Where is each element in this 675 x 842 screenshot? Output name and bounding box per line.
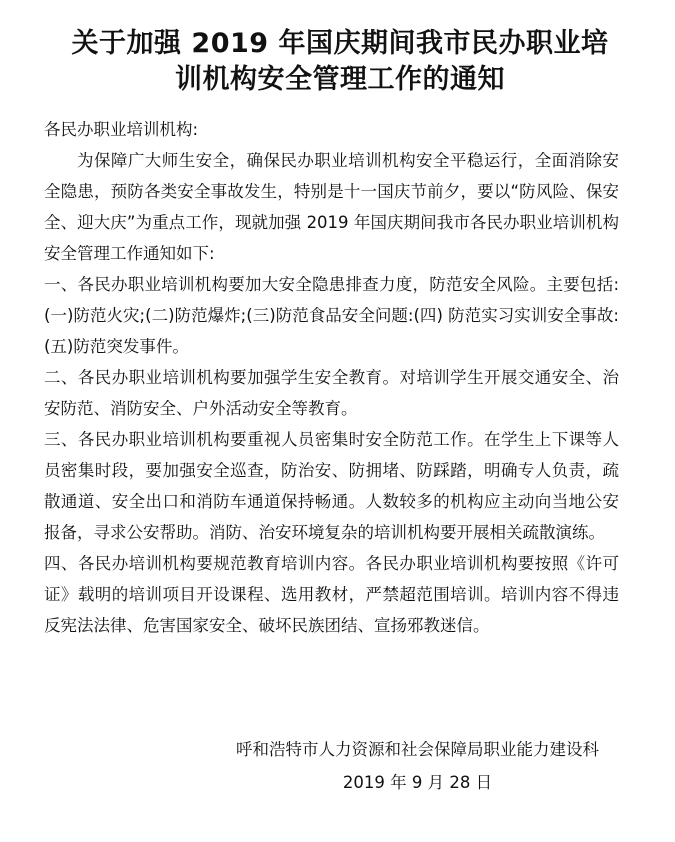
title-line-1: 关于加强 2019 年国庆期间我市民办职业培	[71, 28, 609, 59]
signature-block	[236, 733, 599, 799]
issuer-name: 呼和浩特市人力资源和社会保障局职业能力建设科	[236, 740, 599, 759]
item-paragraph-1: 一、各民办职业培训机构要加大安全隐患排查力度，防范安全风险。主要包括:(一)防范火灾;(二)防范爆炸;(三)防范食品安全问题:(四) 防范实习实训安全事故:(五)防范突发事件。	[44, 275, 619, 356]
document-body	[44, 114, 619, 641]
item-paragraph-3: 三、各民办职业培训机构要重视人员密集时安全防范工作。在学生上下课等人员密集时段，要加强安全巡查，防治安、防拥堵、防踩踏，明确专人负责，疏散通道、安全出口和消防车通道保持畅通。人数较多的机构应主动向当地公安报备，寻求公安帮助。消防、治安环境复杂的培训机构要开展相关疏散演练。	[44, 430, 619, 542]
salutation: 各民办职业培训机构:	[44, 120, 199, 139]
title-line-2: 训机构安全管理工作的通知	[175, 64, 505, 95]
item-paragraph-2: 二、各民办职业培训机构要加强学生安全教育。对培训学生开展交通安全、治安防范、消防安全、户外活动安全等教育。	[44, 368, 619, 418]
issue-date: 2019 年 9 月 28 日	[342, 773, 493, 792]
intro-paragraph: 为保障广大师生安全，确保民办职业培训机构安全平稳运行，全面消除安全隐患，预防各类安全事故发生，特别是十一国庆节前夕，要以“防风险、保安全、迎大庆”为重点工作，现就加强 2019 年国庆期间我市各民办职业培训机构安全管理工作通知如下:	[44, 151, 619, 263]
item-paragraph-4: 四、各民办培训机构要规范教育培训内容。各民办职业培训机构要按照《许可证》载明的培训项目开设课程、选用教材，严禁超范围培训。培训内容不得违反宪法法律、危害国家安全、破坏民族团结、宣扬邪教迷信。	[44, 554, 619, 635]
document-title	[30, 26, 650, 98]
